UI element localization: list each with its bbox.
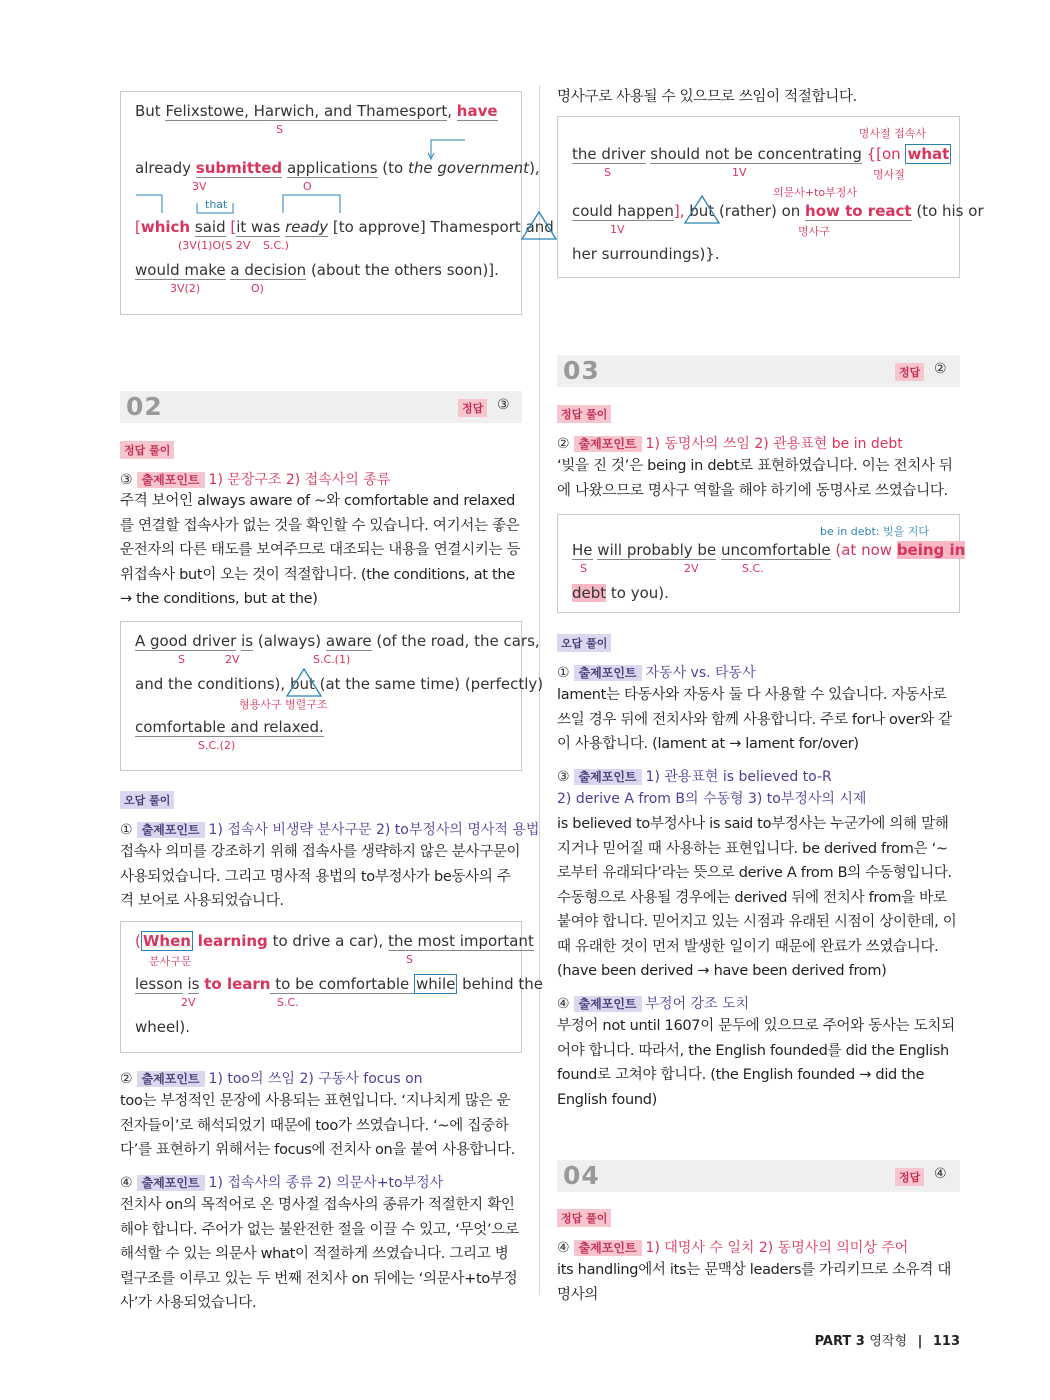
debt-highlight: debt [572, 584, 607, 602]
example-box-q03 [557, 514, 966, 613]
text: to you). [606, 584, 669, 602]
answer-tag: 정답 [895, 363, 924, 381]
page-number: 113 [932, 1334, 960, 1349]
label-1v: 1V [732, 166, 747, 179]
label-row [135, 951, 507, 975]
point-heading-continued [557, 788, 866, 808]
to-learn: to learn [204, 975, 271, 993]
point-text: 1) too의 쓰임 2) 구동사 focus on [208, 1071, 423, 1087]
but-with-triangle [689, 202, 714, 220]
choice-number: ③ [557, 769, 570, 785]
point-text: 자동사 vs. 타동사 [645, 665, 756, 681]
answer-value: ② [934, 361, 947, 377]
point-heading [557, 766, 832, 786]
point-text: 2) derive A from B의 수동형 3) to부정사의 시제 [557, 791, 867, 807]
label-1v: 1V [610, 223, 625, 236]
example-box-top-left [120, 91, 554, 315]
label-row [572, 164, 945, 202]
label-s: S [276, 123, 283, 136]
point-heading [557, 662, 756, 682]
point-heading [557, 993, 749, 1013]
choice-number: ③ [120, 472, 133, 488]
point-label: 출제포인트 [137, 1175, 205, 1191]
sentence-line [572, 202, 984, 221]
label-o: O) [251, 282, 264, 295]
what-boxed: what [907, 145, 950, 163]
label-3v2: 3V(2) [170, 282, 201, 295]
explanation-paragraph: ‘빚을 진 것’은 being in debt로 표현하였습니다. 이는 전치사 뒤에 나왔으므로 명사구 역할을 해야 하기에 동명사로 쓰였습니다. [557, 458, 953, 499]
text: (about the others soon)]. [306, 261, 499, 279]
point-heading [557, 1237, 908, 1257]
text: (of the road, the cars, [371, 632, 540, 650]
label-2v: 2V [225, 653, 240, 666]
label-s: S [580, 562, 587, 575]
sentence-line [572, 541, 966, 560]
choice-number: ④ [557, 1240, 570, 1256]
label-s: S [604, 166, 611, 179]
arrow-icon [427, 139, 467, 161]
sentence-line [135, 1018, 507, 1037]
text: [to approve] Thamesport [328, 218, 526, 236]
choice-number: ① [557, 665, 570, 681]
label-3v: 3V [192, 180, 207, 193]
interrogative-note: 의문사+to부정사 [773, 186, 858, 199]
sentence-line [572, 245, 945, 264]
wrong-answer-tag: 오답 풀이 [557, 634, 611, 652]
solution-tag: 정답 풀이 [557, 1209, 611, 1227]
verb-is: is [187, 975, 200, 993]
bracket-connector-icon [135, 193, 355, 219]
explanation-paragraph: too는 부정적인 문장에 사용되는 표현입니다. ‘지나치게 많은 운전자들이’로 해석되었기 때문에 too가 쓰였습니다. ‘~에 집중하다’를 표현하기 위해서는 focus에 전치사 on을 붙여 사용합니다. [120, 1093, 515, 1158]
text: already [135, 159, 196, 177]
point-heading [120, 1172, 443, 1192]
label-sc: S.C. [277, 996, 299, 1009]
label-sc2: S.C.(2) [198, 739, 236, 752]
point-heading [557, 433, 903, 453]
and-with-triangle [526, 218, 554, 236]
label-row [135, 737, 507, 761]
point-text: 1) 접속사의 종류 2) 의문사+to부정사 [208, 1175, 444, 1191]
continued-paragraph: 명사구로 사용될 수 있으므로 쓰임이 적절합니다. [557, 89, 857, 105]
label-s: S [406, 953, 413, 966]
point-label: 출제포인트 [137, 822, 205, 838]
label-row [135, 178, 507, 218]
subject-he: He [572, 541, 593, 559]
point-heading [120, 1068, 423, 1088]
text: wheel). [135, 1018, 191, 1036]
complement-uncomfortable: uncomfortable [720, 541, 831, 559]
point-label: 출제포인트 [574, 665, 642, 681]
text: ( [135, 932, 141, 950]
explanation-paragraph: 접속사 의미를 강조하기 위해 접속사를 생략하지 않은 분사구문이 사용되었습니다. 그리고 명사적 용법의 to부정사가 be동사의 주격 보어로 사용되었습니다. [120, 844, 521, 909]
point-text: 1) 동명사의 쓰임 2) 관용표현 be in debt [645, 436, 903, 452]
point-label: 출제포인트 [137, 1071, 205, 1087]
label-2v: 2V [684, 562, 699, 575]
label-row [135, 694, 507, 718]
solution-tag: 정답 풀이 [557, 405, 611, 423]
complement-phrase: comfortable and relaxed. [135, 718, 324, 736]
text: to drive a car), [267, 932, 389, 950]
sentence-line [135, 675, 544, 694]
example-box-q02-1 [120, 621, 544, 771]
label-sc: S.C.) [263, 239, 289, 252]
subject-lesson: lesson [135, 975, 183, 993]
label-participle: 분사구문 [149, 955, 192, 968]
footer-section: 영작형 [869, 1334, 908, 1349]
label-row [572, 560, 945, 584]
label-row [135, 994, 507, 1018]
example-box-top-right [557, 116, 984, 278]
subject-phrase: A good driver [135, 632, 237, 650]
idiom-note: be in debt: 빚을 지다 [819, 525, 929, 538]
text: and the conditions), [135, 675, 290, 693]
sentence-line [135, 718, 507, 737]
label-sc: S.C. [742, 562, 764, 575]
label-o: O [303, 180, 312, 193]
question-header-03 [557, 355, 960, 387]
label-s: S [178, 653, 185, 666]
ready-word: ready [285, 218, 329, 236]
label-3v1: (3V(1)O(S 2V [178, 239, 251, 252]
explanation-paragraph: lament는 타동사와 자동사 둘 다 사용할 수 있습니다. 자동사로 쓰일 경우 뒤에 전치사와 함께 사용합니다. 주로 for나 over와 같이 사용합니다. (lament at → lament for/over) [557, 687, 952, 752]
choice-number: ④ [120, 1175, 133, 1191]
object-decision: a decision [230, 261, 307, 279]
label-noun-phrase: 명사구 [798, 225, 830, 238]
text: her surroundings)}. [572, 245, 720, 263]
wrong-answer-tag: 오답 풀이 [120, 791, 174, 809]
text: but [289, 675, 315, 693]
complement-aware: aware [325, 632, 372, 650]
answer-tag: 정답 [895, 1168, 924, 1186]
sentence-line [135, 159, 540, 178]
text: (rather) on [714, 202, 806, 220]
clause-it-was: it was [236, 218, 281, 236]
but-with-triangle [290, 675, 315, 693]
label-noun-clause: 명사절 [873, 168, 905, 181]
text: and [525, 218, 554, 236]
solution-tag: 정답 풀이 [120, 441, 174, 459]
question-header-02 [120, 391, 522, 423]
choice-number: ② [557, 436, 570, 452]
point-label: 출제포인트 [137, 472, 205, 488]
sentence-line [572, 145, 950, 164]
sentence-line [135, 218, 554, 237]
point-heading [120, 819, 539, 839]
point-text: 1) 접속사 비생략 분사구문 2) to부정사의 명사적 용법 [208, 822, 540, 838]
that-note: that [205, 198, 228, 211]
point-text: 1) 대명사 수 일치 2) 동명사의 의미상 주어 [645, 1240, 909, 1256]
verb-highlight: submitted [195, 159, 283, 177]
point-label: 출제포인트 [574, 996, 642, 1012]
sentence-line [135, 102, 507, 121]
text: , [447, 102, 457, 120]
answer-value: ③ [497, 397, 510, 413]
verb-phrase: should not be concentrating [650, 145, 862, 163]
text: {[on [861, 145, 906, 163]
explanation-paragraph: 주격 보어인 always aware of ~와 comfortable and relaxed를 연결할 접속사가 없는 것을 확인할 수 있습니다. 여기서는 좋은 운전자의 다른 태도를 보여주므로 대조되는 내용을 연결시키는 등위접속사 but이 오는 것이 적절합니다. (the conditions, at the → the conditions, but at the) [120, 493, 521, 607]
explanation-paragraph: 전치사 on의 목적어로 온 명사절 접속사의 종류가 적절한지 확인해야 합니다. 주어가 없는 불완전한 절을 이끌 수 있고, ‘무엇’으로 해석할 수 있는 의문사 what이 적절하게 쓰였습니다. 그리고 병렬구조를 이루고 있는 두 번째 전치사 on 뒤에는 ‘의문사+to부정사’가 사용되었습니다. [120, 1197, 519, 1311]
question-number: 02 [126, 392, 163, 421]
text: to be comfortable [270, 975, 415, 993]
example-box-q02-2 [120, 921, 543, 1053]
text: [ [225, 218, 237, 236]
relative-pronoun: which [140, 218, 191, 236]
participle-learning: learning [197, 932, 268, 950]
verb-phrase: will probably be [597, 541, 717, 559]
explanation-paragraph: 부정어 not until 1607이 문두에 있으므로 주어와 동사는 도치되어야 합니다. 따라서, the English founded를 did the English found로 고쳐야 합니다. (the English founded → did the English found) [557, 1018, 955, 1108]
question-header-04 [557, 1160, 960, 1192]
text: but [689, 202, 715, 220]
verb-highlight: have [456, 102, 498, 120]
object-phrase: applications [286, 159, 378, 177]
answer-value: ④ [934, 1166, 947, 1182]
page-footer [815, 1330, 960, 1349]
text: ], [673, 202, 690, 220]
answer-tag: 정답 [458, 399, 487, 417]
text: the government [407, 159, 530, 177]
footer-separator: | [917, 1334, 923, 1349]
sentence-line [135, 632, 540, 651]
text: (at the same time) (perfectly) [314, 675, 544, 693]
text: (to his or [911, 202, 984, 220]
sentence-line [135, 932, 534, 951]
sentence-line [135, 261, 507, 280]
text: But [135, 102, 166, 120]
text: ), [529, 159, 540, 177]
sentence-line [572, 584, 945, 603]
text: (to [377, 159, 408, 177]
verb-said: said [194, 218, 226, 236]
label-2v: 2V [181, 996, 196, 1009]
question-number: 04 [563, 1161, 600, 1190]
label-sc1: S.C.(1) [313, 653, 351, 666]
point-heading [120, 469, 390, 489]
question-number: 03 [563, 356, 600, 385]
subject-phrase: the most important [388, 932, 534, 950]
subject-the-driver: the driver [572, 145, 646, 163]
when-boxed: When [142, 932, 191, 950]
text: [ [135, 218, 141, 236]
label-row [135, 121, 507, 159]
label-row [135, 280, 507, 304]
point-text: 1) 문장구조 2) 접속사의 종류 [208, 472, 391, 488]
text: behind the [457, 975, 543, 993]
point-text: 부정어 강조 도치 [645, 996, 750, 1012]
label-row [572, 221, 945, 245]
point-text: 1) 관용표현 is believed to-R [645, 769, 832, 785]
verb-could-happen: could happen [572, 202, 674, 220]
while-boxed: while [416, 975, 456, 993]
label-row [135, 237, 507, 261]
text: (at now [830, 541, 897, 559]
explanation-paragraph: its handling에서 its는 문맥상 leaders를 가리키므로 소유격 대명사의 [557, 1262, 952, 1303]
point-label: 출제포인트 [574, 1240, 642, 1256]
choice-number: ④ [557, 996, 570, 1012]
being-in-highlight: being in [896, 541, 966, 559]
triangle-icon [520, 211, 558, 241]
footer-part: PART 3 [814, 1334, 865, 1349]
verb-is: is [241, 632, 254, 650]
how-to-react: how to react [805, 202, 912, 220]
choice-number: ① [120, 822, 133, 838]
subject-phrase: Felixstowe, Harwich, and Thamesport [165, 102, 448, 120]
sentence-line [135, 975, 543, 994]
text: (always) [253, 632, 326, 650]
choice-number: ② [120, 1071, 133, 1087]
parallel-note: 형용사구 병렬구조 [239, 698, 328, 711]
explanation-paragraph: is believed to부정사나 is said to부정사는 누군가에 의해 말해지거나 믿어질 때 사용하는 표현입니다. be derived from은 ‘~로부터 유래되다’라는 뜻으로 derive A from B의 수동형입니다. 수동형으로 사용될 경우에는 derived 뒤에 전치사 from을 바로 붙여야 합니다. 믿어지고 있는 시점과 유래된 시점이 상이한데, 이때 유래한 것이 먼저 발생한 일이기 때문에 완료가 쓰였습니다. (have been derived → have been derived from) [557, 816, 957, 979]
verb-would-make: would make [135, 261, 226, 279]
text [183, 975, 188, 993]
point-label: 출제포인트 [574, 769, 642, 785]
clause-note: 명사절 접속사 [858, 127, 926, 140]
point-label: 출제포인트 [574, 436, 642, 452]
